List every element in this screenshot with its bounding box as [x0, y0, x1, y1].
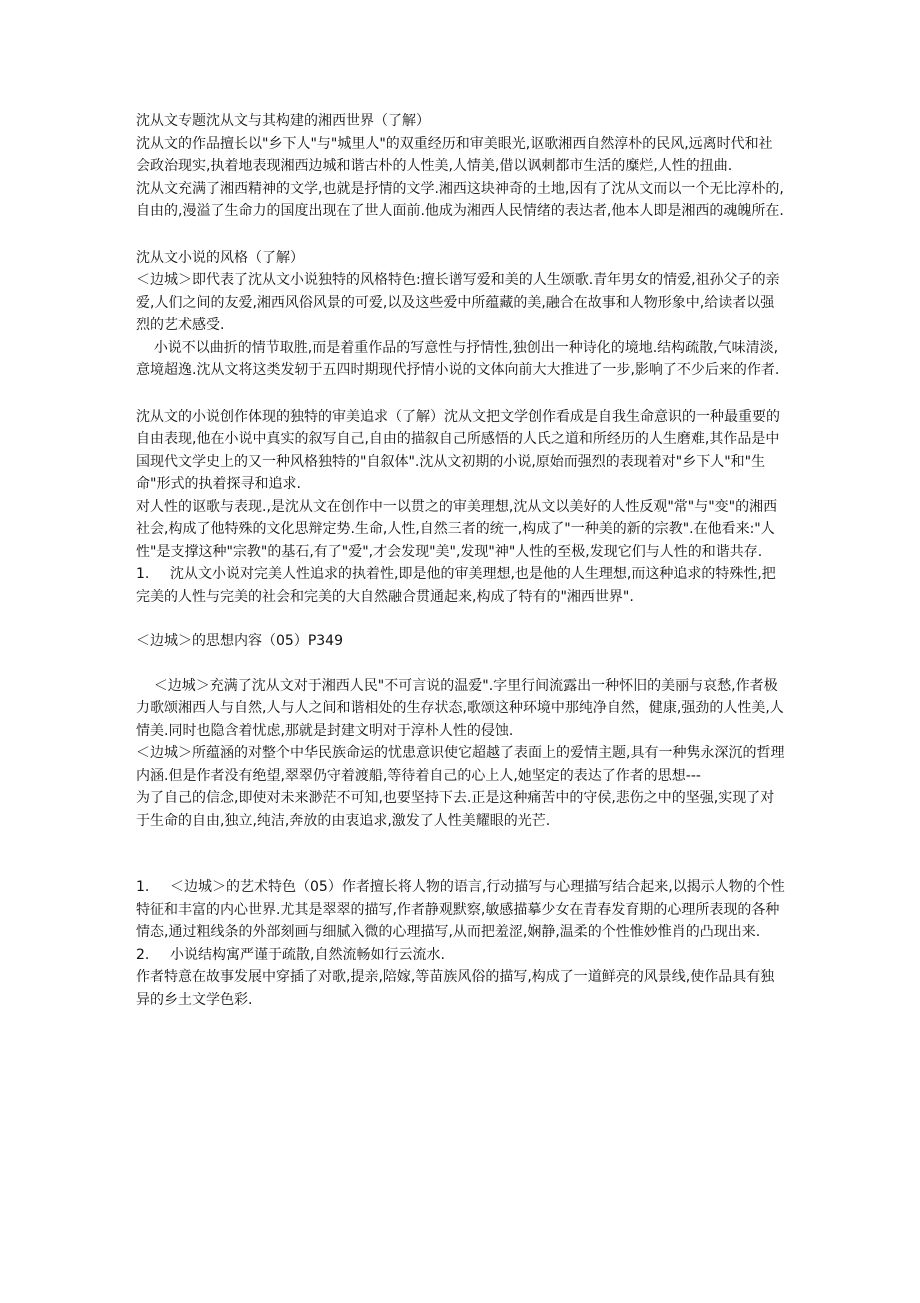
- paragraph: 沈从文的小说创作体现的独特的审美追求（了解）沈从文把文学创作看成是自我生命意识的一种最重要的自由表现,他在小说中真实的叙写自己,自由的描叙自己所感悟的人氏之道和所经历的人生磨难,其作品是中国现代文学史上的又一种风格独特的"自叙体".沈从文初期的小说,原始而强烈的表现着对"乡下人"和"生命"形式的执着探寻和追求.: [136, 408, 780, 492]
- paragraph: 小说不以曲折的情节取胜,而是着重作品的写意性与抒情性,独创出一种诗化的境地.结构疏散,气味清淡,意境超逸.沈从文将这类发轫于五四时期现代抒情小说的文体向前大大推进了一步,影响了不少后来的作者.: [136, 339, 780, 378]
- section-title: 沈从文专题沈从文与其构建的湘西世界（了解）: [136, 113, 430, 129]
- spacer: [136, 653, 786, 675]
- paragraph: ＜边城＞充满了沈从文对于湘西人民"不可言说的温爱".字里行间流露出一种怀旧的美丽与哀愁,作者极力歌颂湘西人与自然,人与人之间和谐相处的生存状态,歌颂这种环境中那纯净自然，健康,强劲的人性美,人情美.同时也隐含着忧虑,那就是封建文明对于淳朴人性的侵蚀.: [136, 677, 784, 739]
- section-title: ＜边城＞的思想内容（05）P349: [136, 633, 343, 649]
- spacer: [136, 382, 786, 406]
- numbered-paragraph: [136, 876, 786, 944]
- paragraph-text: ＜边城＞的艺术特色（05）作者擅长将人物的语言,行动描写与心理描写结合起来,以揭示人物的个性特征和丰富的内心世界.尤其是翠翠的描写,作者静观默察,敏感描摹少女在青春发育期的心理所表现的各种情态,通过粗线条的外部刻画与细腻入微的心理描写,从而把羞涩,娴静,温柔的个性惟妙惟肖的凸现出来.: [136, 879, 785, 940]
- paragraph-text: 沈从文小说对完美人性追求的执着性,即是他的审美理想,也是他的人生理想,而这种追求的特殊性,把完美的人性与完美的社会和完美的大自然融合贯通起来,构成了特有的"湘西世界".: [136, 566, 776, 605]
- paragraph: 作者特意在故事发展中穿插了对歌,提亲,陪嫁,等苗族风俗的描写,构成了一道鲜亮的风景线,使作品具有独异的乡土文学色彩.: [136, 969, 775, 1008]
- list-number: 2.: [136, 946, 150, 963]
- spacer: [136, 223, 786, 247]
- paragraph: 沈从文充满了湘西精神的文学,也就是抒情的文学.湘西这块神奇的土地,因有了沈从文而以一个无比淳朴的,自由的,漫溢了生命力的国度出现在了世人面前.他成为湘西人民情绪的表达者,他本人即是湘西的魂魄所在.: [136, 180, 784, 219]
- list-number: 1.: [136, 566, 150, 582]
- section-title: 沈从文小说的风格（了解）: [136, 249, 304, 266]
- paragraph: ＜边城＞即代表了沈从文小说独特的风格特色:擅长谱写爱和美的人生颂歌.青年男女的情爱,祖孙父子的亲爱,人们之间的友爱,湘西风俗风景的可爱,以及这些爱中所蕴藏的美,融合在故事和人物形象中,给读者以强烈的艺术感受.: [136, 272, 780, 333]
- spacer: [136, 832, 786, 854]
- paragraph-text: 小说结构寓严谨于疏散,自然流畅如行云流水.: [170, 946, 445, 963]
- numbered-paragraph: [136, 563, 786, 608]
- paragraph: ＜边城＞所蕴涵的对整个中华民族命运的忧患意识使它超越了表面上的爱情主题,具有一种隽永深沉的哲理内涵.但是作者没有绝望,翠翠仍守着渡船,等待着自己的心上人,她坚定的表达了作者的思想---: [136, 745, 785, 784]
- paragraph: 沈从文的作品擅长以"乡下人"与"城里人"的双重经历和审美眼光,讴歌湘西自然淳朴的民风,远离时代和社会政治现实,执着地表现湘西边城和谐古朴的人性美,人情美,借以讽刺都市生活的糜烂,人性的扭曲.: [136, 135, 773, 174]
- document-page: [136, 110, 786, 1011]
- paragraph: 对人性的讴歌与表现.,是沈从文在创作中一以贯之的审美理想,沈从文以美好的人性反观"常"与"变"的湘西社会,构成了他特殊的文化思辩定势.生命,人性,自然三者的统一,构成了"一种美的新的宗教".在他看来:"人性"是支撑这种"宗教"的基石,有了"爱",才会发现"美",发现"神"人性的至极,发现它们与人性的和谐共存.: [136, 498, 778, 560]
- spacer: [136, 854, 786, 876]
- numbered-paragraph: [136, 944, 786, 967]
- list-number: 1.: [136, 879, 150, 895]
- paragraph: 为了自己的信念,即使对未来渺茫不可知,也要坚持下去.正是这种痛苦中的守侯,悲伤之中的坚强,实现了对于生命的自由,独立,纯洁,奔放的由衷追求,激发了人性美耀眼的光芒.: [136, 790, 775, 829]
- spacer: [136, 608, 786, 630]
